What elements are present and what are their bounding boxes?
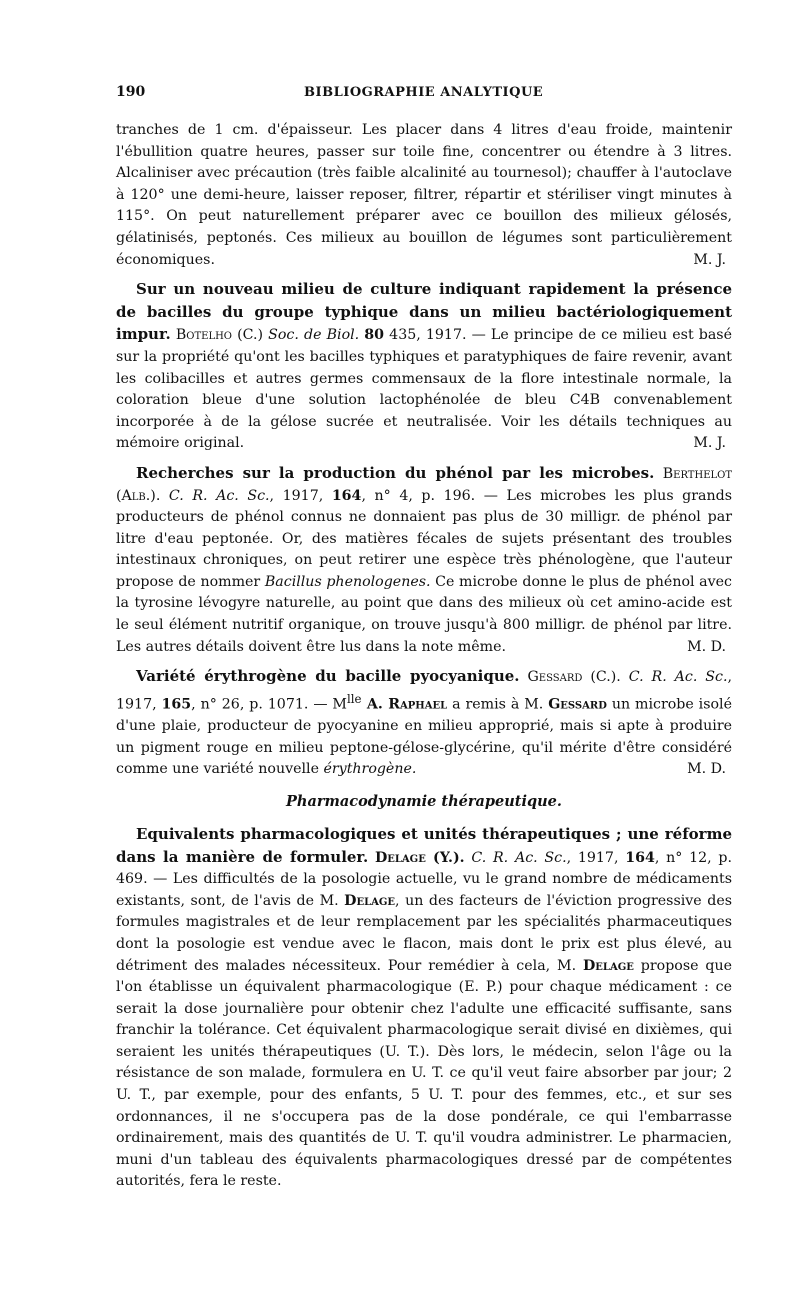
article-body-a: a remis à M.	[447, 696, 549, 713]
signature: M. J.	[693, 435, 726, 452]
title-superscript: lle	[346, 691, 362, 706]
article-phenol-microbes	[116, 463, 732, 658]
article-ref-a: , 1917,	[566, 849, 626, 866]
article-title: Sur un nouveau milieu de culture indiquant rapidement la présence de bacilles du groupe typhique dans un milieu bactériologiquement impur.	[116, 280, 732, 344]
article-body-b: un microbe isolé d'une plaie, producteur de pyocyanine en milieu approprié, mais si apte à produire un pigment rouge en milieu peptone-gélose-glycérine, qu'il mérite d'être considéré comme une variété nouvelle	[116, 696, 732, 778]
page-number: 190	[116, 84, 146, 100]
signature: M. D.	[687, 638, 726, 655]
page-header	[116, 84, 732, 100]
article-nouveau-milieu	[116, 279, 732, 455]
article-title: Variété érythrogène du bacille pyocyanique.	[136, 667, 520, 686]
second-author: A. Raphael	[361, 696, 448, 713]
article-equivalents-pharmacologiques	[116, 824, 732, 1193]
article-ref-a: , 1917,	[116, 669, 732, 713]
article-body: — Le principe de ce milieu est basé sur la propriété qu'ont les bacilles typhiques et paratyphiques de faire revenir, avant les colibacilles et autres germes commensaux de la flore intestinale normale, la coloration bleue d'une solution lactophénolée de bleu C4B convenablement incorporée à de la gélose sucrée et neutralisée. Voir les détails techniques au mémoire original.	[116, 327, 732, 452]
article-body-a: — Les microbes les plus grands producteurs de phénol connus ne donnaient pas plus de 30 milligr. de phénol par litre d'eau peptonée. Or, des matières fécales de sujets présentant des troubles intestinaux chroniques, on peut retirer une espèce très phénologène, que l'auteur propose de nommer	[116, 487, 732, 590]
section-heading: Pharmacodynamie thérapeutique.	[286, 792, 562, 810]
article-author: Berthelot (Alb.).	[116, 465, 732, 504]
running-title: BIBLIOGRAPHIE ANALYTIQUE	[304, 85, 544, 100]
third-author: Delage	[583, 957, 634, 974]
article-journal: C. R. Ac. Sc.	[471, 849, 567, 866]
article-title: Recherches sur la production du phénol par les microbes.	[136, 463, 655, 482]
paragraph-text: tranches de 1 cm. d'épaisseur. Les placer dans 4 litres d'eau froide, maintenir l'ébullition quatre heures, passer sur toile fine, concentrer ou étendre à 3 litres. Alcaliniser avec précaution (très faible alcalinité au tournesol); chauffer à l'autoclave à 120° une demi-heure, laisser reposer, filtrer, répartir et stériliser vingt minutes à 115°. On peut naturellement préparer avec ce bouillon des milieux gélosés, gélatinisés, peptonés. Ces milieux au bouillon de légumes sont particulièrement économiques.	[116, 122, 732, 268]
paragraph-continued	[116, 120, 732, 271]
article-title: Equivalents pharmacologiques et unités thérapeutiques ; une réforme dans la manière de formuler.	[116, 824, 732, 866]
signature: M. J.	[693, 251, 726, 268]
article-ref-b: , n° 26, p. 1071. — M	[191, 696, 347, 713]
article-body-b: , un des facteurs de l'éviction progressive des formules magistrales et de leur remplacement par les spécialités pharmaceutiques dont la posologie est vendue avec le flacon, mais dont le prix est plus élevé, au détriment des malades nécessiteux. Pour remédier à cela, M.	[116, 892, 732, 974]
species-name: Bacillus phenologenes.	[264, 573, 431, 590]
article-volume: 165	[161, 696, 192, 713]
article-ref: 435, 1917.	[389, 327, 467, 344]
signature: M. D.	[687, 761, 726, 778]
article-journal: C. R. Ac. Sc.	[168, 487, 270, 504]
article-volume: 164	[625, 849, 655, 866]
article-volume: 164	[331, 487, 362, 504]
article-author: Gessard (C.).	[527, 669, 621, 686]
article-bacille-pyocyanique	[116, 666, 732, 781]
article-ref-a: , 1917,	[269, 487, 332, 504]
second-author: Delage	[344, 892, 396, 909]
article-body-b: Ce microbe donne le plus de phénol avec la tyrosine lévogyre naturelle, au point que dans des milieux où cet amino-acide est le seul élément nutritif organique, on trouve jusqu'à 800 milligr. de phénol par litre. Les autres détails doivent être lus dans la note même.	[116, 573, 732, 655]
article-ref-b: , n° 4, p. 196.	[361, 487, 476, 504]
article-author: Botelho (C.)	[175, 327, 264, 344]
third-author: Gessard	[548, 696, 607, 713]
article-body-c: propose que l'on établisse un équivalent pharmacologique (E. P.) pour chaque médicament : ce serait la dose journalière pour obtenir chez l'adulte une efficacité suffisante, sans franchir la tolérance. Cet équivalent pharmacologique serait divisé en dixièmes, qui seraient les unités thérapeutiques (U. T.). Dès lors, le médecin, selon l'âge ou la résistance de son malade, formulera en U. T. ce qu'il veut faire absorber par jour; 2 U. T., par exemple, pour des enfants, 5 U. T. pour des femmes, etc., et sur ses ordonnances, il ne s'occupera pas de la dose pondérale, ce qui l'embarrasse ordinairement, mais des quantités de U. T. qu'il voudra administrer. Le pharmacien, muni d'un tableau des équivalents pharmacologiques dressé par de compétentes autorités, fera le reste.	[116, 957, 733, 1190]
article-body-a: — Les difficultés de la posologie actuelle, vu le grand nombre de médicaments existants, sont, de l'avis de M.	[116, 871, 732, 909]
article-ref-b: , n° 12, p. 469.	[116, 849, 732, 888]
article-volume: 80	[364, 327, 385, 344]
article-journal: Soc. de Biol.	[268, 327, 360, 344]
article-journal: C. R. Ac. Sc.	[628, 669, 728, 686]
article-author: Delage (Y.).	[374, 849, 465, 866]
variety-name: érythrogène.	[323, 761, 417, 778]
